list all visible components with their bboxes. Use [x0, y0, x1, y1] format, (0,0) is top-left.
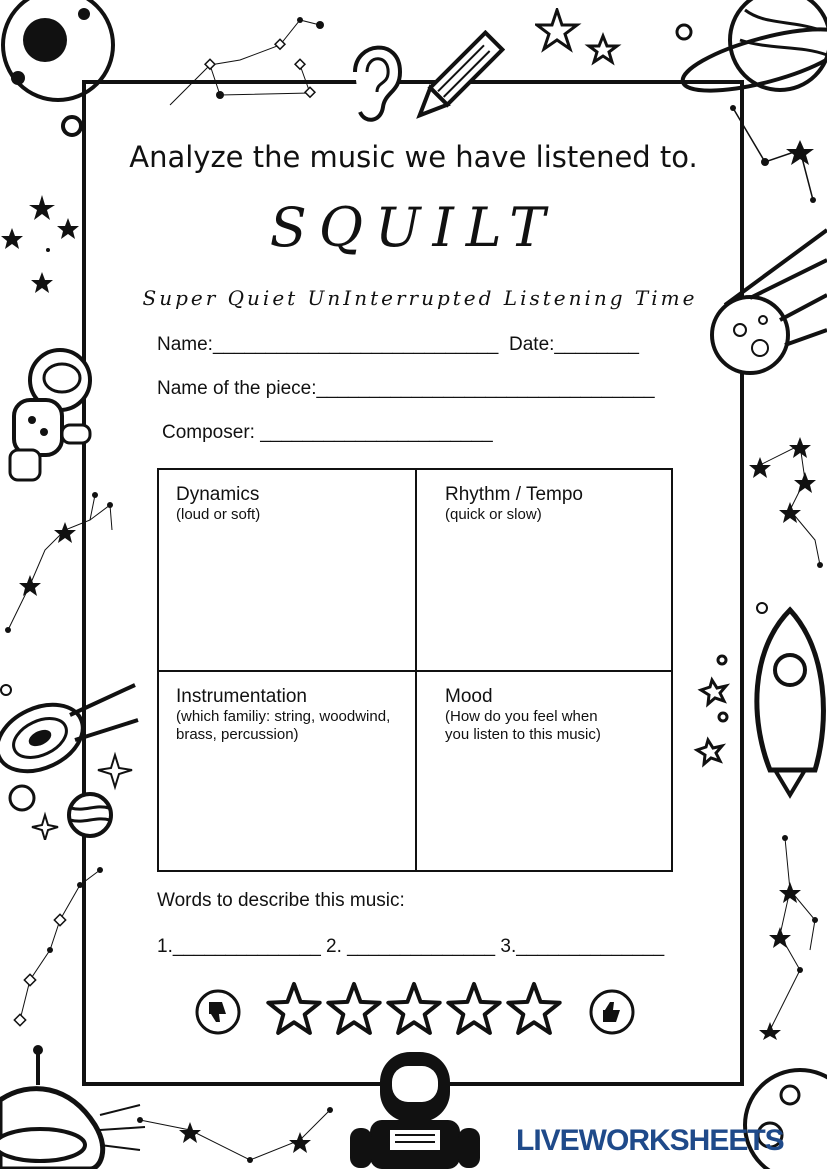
- piece-name-field[interactable]: Name of the piece:________________________________: [157, 378, 655, 399]
- name-field[interactable]: Name:___________________________: [157, 334, 499, 355]
- astronaut-bottom-icon: [350, 1050, 480, 1169]
- constellation-lower-right-icon: [755, 830, 827, 1040]
- constellation-top-icon: [160, 5, 340, 115]
- pencil-icon: [405, 30, 505, 130]
- worksheet-heading: Analyze the music we have listened to.: [129, 140, 698, 174]
- star-icon[interactable]: [328, 984, 379, 1033]
- cell-hint: (which familiy: string, woodwind, brass, percussion): [176, 708, 391, 743]
- words-label: Words to describe this music:: [157, 890, 405, 911]
- cell-hint: (loud or soft): [176, 506, 261, 523]
- cell-title: Mood: [445, 686, 493, 707]
- worksheet-title: SQUILT: [269, 196, 558, 259]
- analysis-grid: [157, 468, 673, 872]
- star-icon[interactable]: [268, 984, 319, 1033]
- constellation-bottom-icon: [130, 1090, 340, 1169]
- rhythm-tempo-cell[interactable]: [415, 470, 671, 670]
- rating-row: [192, 980, 642, 1042]
- constellation-lower-left-icon: [0, 860, 120, 1040]
- dynamics-cell[interactable]: [159, 470, 415, 670]
- composer-field[interactable]: Composer: ______________________: [162, 422, 493, 443]
- cell-title: Rhythm / Tempo: [445, 484, 583, 505]
- star-icon[interactable]: [448, 984, 499, 1033]
- worksheet-subtitle: Super Quiet UnInterrupted Listening Time: [142, 286, 698, 310]
- constellation-left-icon: [0, 490, 120, 640]
- rocket-icon: [690, 600, 827, 800]
- star-icon[interactable]: [388, 984, 439, 1033]
- cell-title: Instrumentation: [176, 686, 307, 707]
- ufo-icon: [0, 1045, 150, 1169]
- planet-ring-icon: [0, 0, 130, 140]
- cell-hint: (How do you feel when you listen to this music): [445, 708, 601, 743]
- cell-title: Dynamics: [176, 484, 260, 505]
- thumbs-down-icon[interactable]: [197, 991, 239, 1033]
- star-icon[interactable]: [508, 984, 559, 1033]
- ringed-planet-icon: [670, 0, 827, 110]
- planet-small-icon: [65, 790, 115, 840]
- cell-hint: (quick or slow): [445, 506, 542, 523]
- liveworksheets-logo: LIVEWORKSHEETS: [516, 1124, 784, 1157]
- instrumentation-cell[interactable]: [159, 670, 415, 870]
- stars-right-icon: [740, 430, 827, 570]
- mood-cell[interactable]: [415, 670, 671, 870]
- thumbs-up-icon[interactable]: [591, 991, 633, 1033]
- words-blanks[interactable]: 1.______________ 2. ______________ 3.______________: [157, 936, 665, 957]
- date-field[interactable]: Date:________: [509, 334, 639, 355]
- ear-icon: [345, 32, 410, 127]
- astronaut-left-icon: [0, 340, 95, 485]
- stars-top-icon: [535, 8, 630, 73]
